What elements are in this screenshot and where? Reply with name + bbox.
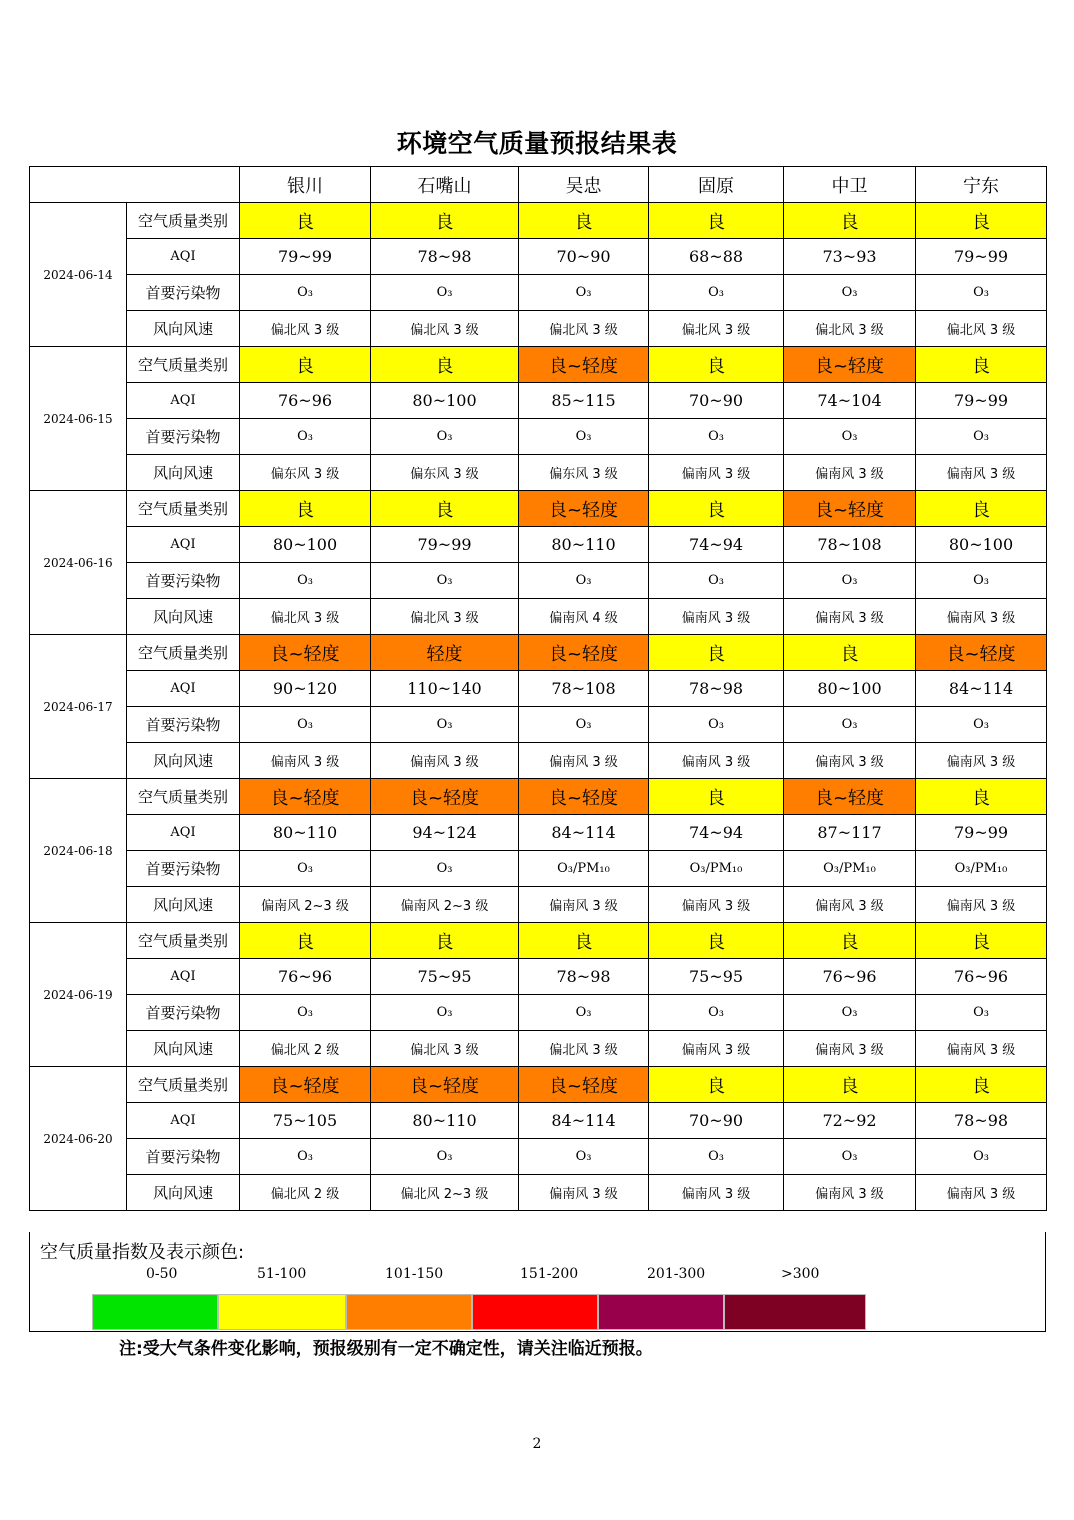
wind-cell: 偏南风 3 级 <box>916 743 1047 779</box>
pollutant-cell: O₃ <box>519 1139 649 1175</box>
wind-cell: 偏北风 3 级 <box>649 311 784 347</box>
category-cell: 良 <box>916 1067 1047 1103</box>
city-header: 银川 <box>240 167 371 203</box>
wind-cell: 偏南风 3 级 <box>519 887 649 923</box>
forecast-row-category <box>30 203 1047 239</box>
wind-cell: 偏南风 3 级 <box>649 599 784 635</box>
pollutant-cell: O₃ <box>916 707 1047 743</box>
row-label-aqi: AQI <box>127 959 240 995</box>
aqi-cell: 76~96 <box>784 959 916 995</box>
category-cell: 良 <box>240 347 371 383</box>
wind-cell: 偏南风 3 级 <box>784 887 916 923</box>
pollutant-cell: O₃ <box>240 851 371 887</box>
forecast-date: 2024-06-18 <box>30 779 127 923</box>
wind-cell: 偏南风 3 级 <box>649 455 784 491</box>
category-cell: 良~轻度 <box>519 779 649 815</box>
wind-cell: 偏南风 3 级 <box>240 743 371 779</box>
forecast-row-pollutant <box>30 419 1047 455</box>
row-label-wind: 风向风速 <box>127 455 240 491</box>
category-cell: 良 <box>649 1067 784 1103</box>
aqi-cell: 80~110 <box>519 527 649 563</box>
category-cell: 良~轻度 <box>519 635 649 671</box>
forecast-row-pollutant <box>30 563 1047 599</box>
aqi-cell: 94~124 <box>371 815 519 851</box>
header-corner-cell <box>30 167 240 203</box>
row-label-pollutant: 首要污染物 <box>127 1139 240 1175</box>
pollutant-cell: O₃ <box>371 1139 519 1175</box>
wind-cell: 偏南风 3 级 <box>916 887 1047 923</box>
wind-cell: 偏南风 3 级 <box>649 1175 784 1211</box>
aqi-cell: 79~99 <box>240 239 371 275</box>
pollutant-cell: O₃ <box>240 707 371 743</box>
category-cell: 良 <box>649 491 784 527</box>
aqi-cell: 80~100 <box>371 383 519 419</box>
row-label-pollutant: 首要污染物 <box>127 419 240 455</box>
category-cell: 良 <box>240 923 371 959</box>
aqi-cell: 90~120 <box>240 671 371 707</box>
forecast-row-aqi <box>30 959 1047 995</box>
pollutant-cell: O₃ <box>371 563 519 599</box>
forecast-row-wind <box>30 599 1047 635</box>
forecast-note: 注:受大气条件变化影响，预报级别有一定不确定性，请关注临近预报。 <box>119 1339 653 1359</box>
pollutant-cell: O₃/PM₁₀ <box>784 851 916 887</box>
legend-swatch-0-50 <box>92 1294 218 1330</box>
pollutant-cell: O₃ <box>649 275 784 311</box>
category-cell: 良 <box>371 347 519 383</box>
wind-cell: 偏东风 3 级 <box>240 455 371 491</box>
aqi-cell: 72~92 <box>784 1103 916 1139</box>
legend-swatch-151-200 <box>472 1294 598 1330</box>
pollutant-cell: O₃ <box>916 275 1047 311</box>
aqi-cell: 74~94 <box>649 527 784 563</box>
aqi-cell: 76~96 <box>240 383 371 419</box>
category-cell: 良 <box>649 635 784 671</box>
wind-cell: 偏北风 3 级 <box>371 599 519 635</box>
category-cell: 良 <box>649 779 784 815</box>
wind-cell: 偏南风 2~3 级 <box>240 887 371 923</box>
wind-cell: 偏南风 4 级 <box>519 599 649 635</box>
pollutant-cell: O₃ <box>916 1139 1047 1175</box>
row-label-aqi: AQI <box>127 815 240 851</box>
row-label-pollutant: 首要污染物 <box>127 995 240 1031</box>
row-label-category: 空气质量类别 <box>127 779 240 815</box>
aqi-cell: 73~93 <box>784 239 916 275</box>
pollutant-cell: O₃ <box>784 275 916 311</box>
row-label-wind: 风向风速 <box>127 311 240 347</box>
row-label-aqi: AQI <box>127 383 240 419</box>
aqi-cell: 79~99 <box>916 815 1047 851</box>
legend-range-label: 51-100 <box>257 1266 307 1282</box>
city-header: 宁东 <box>916 167 1047 203</box>
wind-cell: 偏南风 3 级 <box>784 1175 916 1211</box>
aqi-cell: 80~100 <box>240 527 371 563</box>
category-cell: 良~轻度 <box>784 491 916 527</box>
wind-cell: 偏北风 2 级 <box>240 1031 371 1067</box>
aqi-cell: 80~110 <box>240 815 371 851</box>
wind-cell: 偏南风 3 级 <box>784 455 916 491</box>
aqi-cell: 79~99 <box>916 383 1047 419</box>
forecast-row-category <box>30 779 1047 815</box>
aqi-cell: 85~115 <box>519 383 649 419</box>
pollutant-cell: O₃ <box>784 419 916 455</box>
forecast-row-aqi <box>30 815 1047 851</box>
wind-cell: 偏南风 3 级 <box>916 1175 1047 1211</box>
wind-cell: 偏东风 3 级 <box>519 455 649 491</box>
category-cell: 良 <box>916 923 1047 959</box>
aqi-cell: 70~90 <box>519 239 649 275</box>
forecast-row-category <box>30 635 1047 671</box>
aqi-cell: 79~99 <box>371 527 519 563</box>
wind-cell: 偏南风 3 级 <box>519 743 649 779</box>
pollutant-cell: O₃ <box>784 563 916 599</box>
forecast-row-category <box>30 923 1047 959</box>
row-label-wind: 风向风速 <box>127 1031 240 1067</box>
category-cell: 良 <box>519 203 649 239</box>
forecast-row-category <box>30 491 1047 527</box>
forecast-row-aqi <box>30 239 1047 275</box>
forecast-table <box>29 166 1047 1211</box>
row-label-category: 空气质量类别 <box>127 1067 240 1103</box>
row-label-aqi: AQI <box>127 527 240 563</box>
wind-cell: 偏北风 3 级 <box>916 311 1047 347</box>
category-cell: 良~轻度 <box>240 779 371 815</box>
pollutant-cell: O₃ <box>371 275 519 311</box>
legend-range-label: 0-50 <box>146 1266 178 1282</box>
pollutant-cell: O₃ <box>916 995 1047 1031</box>
category-cell: 良 <box>649 347 784 383</box>
forecast-row-wind <box>30 1031 1047 1067</box>
forecast-date: 2024-06-19 <box>30 923 127 1067</box>
legend-swatch-101-150 <box>346 1294 472 1330</box>
category-cell: 良~轻度 <box>371 779 519 815</box>
city-header: 中卫 <box>784 167 916 203</box>
pollutant-cell: O₃ <box>649 707 784 743</box>
row-label-aqi: AQI <box>127 239 240 275</box>
category-cell: 良~轻度 <box>784 779 916 815</box>
row-label-wind: 风向风速 <box>127 743 240 779</box>
page-title: 环境空气质量预报结果表 <box>396 129 678 158</box>
wind-cell: 偏南风 3 级 <box>784 599 916 635</box>
row-label-category: 空气质量类别 <box>127 203 240 239</box>
row-label-aqi: AQI <box>127 1103 240 1139</box>
forecast-date: 2024-06-15 <box>30 347 127 491</box>
pollutant-cell: O₃ <box>371 851 519 887</box>
pollutant-cell: O₃ <box>371 995 519 1031</box>
pollutant-cell: O₃ <box>916 419 1047 455</box>
row-label-pollutant: 首要污染物 <box>127 275 240 311</box>
legend-range-label: 101-150 <box>385 1266 444 1282</box>
forecast-row-pollutant <box>30 851 1047 887</box>
row-label-pollutant: 首要污染物 <box>127 563 240 599</box>
wind-cell: 偏北风 3 级 <box>371 311 519 347</box>
wind-cell: 偏北风 3 级 <box>784 311 916 347</box>
pollutant-cell: O₃ <box>649 995 784 1031</box>
row-label-wind: 风向风速 <box>127 1175 240 1211</box>
category-cell: 良~轻度 <box>519 491 649 527</box>
aqi-cell: 84~114 <box>916 671 1047 707</box>
pollutant-cell: O₃ <box>649 563 784 599</box>
category-cell: 良 <box>784 1067 916 1103</box>
row-label-pollutant: 首要污染物 <box>127 707 240 743</box>
aqi-cell: 74~94 <box>649 815 784 851</box>
row-label-category: 空气质量类别 <box>127 635 240 671</box>
pollutant-cell: O₃/PM₁₀ <box>649 851 784 887</box>
aqi-cell: 78~98 <box>519 959 649 995</box>
aqi-cell: 110~140 <box>371 671 519 707</box>
pollutant-cell: O₃/PM₁₀ <box>916 851 1047 887</box>
category-cell: 良 <box>240 203 371 239</box>
pollutant-cell: O₃ <box>649 419 784 455</box>
aqi-cell: 80~100 <box>916 527 1047 563</box>
forecast-row-pollutant <box>30 995 1047 1031</box>
category-cell: 良~轻度 <box>916 635 1047 671</box>
wind-cell: 偏南风 3 级 <box>916 455 1047 491</box>
category-cell: 良 <box>784 923 916 959</box>
wind-cell: 偏南风 3 级 <box>649 1031 784 1067</box>
wind-cell: 偏南风 3 级 <box>916 1031 1047 1067</box>
forecast-row-wind <box>30 1175 1047 1211</box>
forecast-date: 2024-06-16 <box>30 491 127 635</box>
aqi-cell: 87~117 <box>784 815 916 851</box>
city-header: 石嘴山 <box>371 167 519 203</box>
pollutant-cell: O₃ <box>519 707 649 743</box>
wind-cell: 偏南风 3 级 <box>784 1031 916 1067</box>
category-cell: 良 <box>240 491 371 527</box>
legend-swatch-51-100 <box>218 1294 346 1330</box>
row-label-wind: 风向风速 <box>127 887 240 923</box>
aqi-cell: 78~108 <box>519 671 649 707</box>
pollutant-cell: O₃ <box>784 1139 916 1175</box>
wind-cell: 偏北风 3 级 <box>240 599 371 635</box>
legend-range-label: >300 <box>781 1266 820 1282</box>
category-cell: 良 <box>784 203 916 239</box>
aqi-cell: 68~88 <box>649 239 784 275</box>
pollutant-cell: O₃ <box>519 419 649 455</box>
wind-cell: 偏北风 3 级 <box>240 311 371 347</box>
pollutant-cell: O₃ <box>240 995 371 1031</box>
pollutant-cell: O₃ <box>649 1139 784 1175</box>
category-cell: 良 <box>649 203 784 239</box>
wind-cell: 偏南风 3 级 <box>519 1175 649 1211</box>
aqi-legend <box>29 1232 1046 1332</box>
aqi-cell: 76~96 <box>240 959 371 995</box>
row-label-category: 空气质量类别 <box>127 923 240 959</box>
forecast-row-wind <box>30 455 1047 491</box>
aqi-cell: 75~95 <box>649 959 784 995</box>
row-label-category: 空气质量类别 <box>127 347 240 383</box>
aqi-cell: 75~105 <box>240 1103 371 1139</box>
category-cell: 良~轻度 <box>371 1067 519 1103</box>
forecast-row-wind <box>30 743 1047 779</box>
aqi-cell: 80~110 <box>371 1103 519 1139</box>
row-label-aqi: AQI <box>127 671 240 707</box>
aqi-cell: 80~100 <box>784 671 916 707</box>
category-cell: 良 <box>784 635 916 671</box>
forecast-row-wind <box>30 311 1047 347</box>
forecast-date: 2024-06-17 <box>30 635 127 779</box>
legend-swatch-201-300 <box>598 1294 724 1330</box>
aqi-cell: 70~90 <box>649 1103 784 1139</box>
pollutant-cell: O₃ <box>784 995 916 1031</box>
forecast-row-aqi <box>30 1103 1047 1139</box>
pollutant-cell: O₃ <box>240 419 371 455</box>
category-cell: 良~轻度 <box>240 635 371 671</box>
aqi-cell: 76~96 <box>916 959 1047 995</box>
forecast-date: 2024-06-14 <box>30 203 127 347</box>
page-number: 2 <box>532 1436 542 1452</box>
pollutant-cell: O₃ <box>784 707 916 743</box>
pollutant-cell: O₃ <box>371 707 519 743</box>
category-cell: 轻度 <box>371 635 519 671</box>
wind-cell: 偏南风 3 级 <box>371 743 519 779</box>
category-cell: 良 <box>916 347 1047 383</box>
legend-title: 空气质量指数及表示颜色: <box>40 1242 245 1263</box>
wind-cell: 偏北风 2~3 级 <box>371 1175 519 1211</box>
category-cell: 良~轻度 <box>240 1067 371 1103</box>
forecast-row-aqi <box>30 671 1047 707</box>
category-cell: 良 <box>916 203 1047 239</box>
pollutant-cell: O₃ <box>240 563 371 599</box>
aqi-cell: 75~95 <box>371 959 519 995</box>
aqi-cell: 70~90 <box>649 383 784 419</box>
pollutant-cell: O₃/PM₁₀ <box>519 851 649 887</box>
category-cell: 良~轻度 <box>519 1067 649 1103</box>
wind-cell: 偏北风 3 级 <box>371 1031 519 1067</box>
aqi-cell: 84~114 <box>519 815 649 851</box>
pollutant-cell: O₃ <box>240 275 371 311</box>
category-cell: 良 <box>371 203 519 239</box>
forecast-row-aqi <box>30 383 1047 419</box>
wind-cell: 偏东风 3 级 <box>371 455 519 491</box>
aqi-cell: 74~104 <box>784 383 916 419</box>
row-label-category: 空气质量类别 <box>127 491 240 527</box>
category-cell: 良~轻度 <box>784 347 916 383</box>
legend-range-label: 201-300 <box>647 1266 706 1282</box>
aqi-cell: 78~108 <box>784 527 916 563</box>
header-row <box>30 167 1047 203</box>
category-cell: 良 <box>649 923 784 959</box>
row-label-wind: 风向风速 <box>127 599 240 635</box>
aqi-cell: 78~98 <box>916 1103 1047 1139</box>
forecast-row-category <box>30 347 1047 383</box>
forecast-row-category <box>30 1067 1047 1103</box>
city-header: 吴忠 <box>519 167 649 203</box>
aqi-cell: 79~99 <box>916 239 1047 275</box>
wind-cell: 偏南风 3 级 <box>649 743 784 779</box>
category-cell: 良 <box>519 923 649 959</box>
forecast-row-wind <box>30 887 1047 923</box>
aqi-cell: 84~114 <box>519 1103 649 1139</box>
wind-cell: 偏南风 3 级 <box>784 743 916 779</box>
row-label-pollutant: 首要污染物 <box>127 851 240 887</box>
forecast-row-pollutant <box>30 275 1047 311</box>
pollutant-cell: O₃ <box>916 563 1047 599</box>
forecast-row-pollutant <box>30 707 1047 743</box>
category-cell: 良 <box>916 779 1047 815</box>
category-cell: 良 <box>371 491 519 527</box>
wind-cell: 偏北风 3 级 <box>519 1031 649 1067</box>
forecast-row-aqi <box>30 527 1047 563</box>
pollutant-cell: O₃ <box>371 419 519 455</box>
pollutant-cell: O₃ <box>519 563 649 599</box>
pollutant-cell: O₃ <box>519 275 649 311</box>
wind-cell: 偏南风 3 级 <box>916 599 1047 635</box>
wind-cell: 偏北风 3 级 <box>519 311 649 347</box>
category-cell: 良~轻度 <box>519 347 649 383</box>
wind-cell: 偏南风 2~3 级 <box>371 887 519 923</box>
aqi-cell: 78~98 <box>371 239 519 275</box>
pollutant-cell: O₃ <box>240 1139 371 1175</box>
city-header: 固原 <box>649 167 784 203</box>
forecast-date: 2024-06-20 <box>30 1067 127 1211</box>
wind-cell: 偏北风 2 级 <box>240 1175 371 1211</box>
pollutant-cell: O₃ <box>519 995 649 1031</box>
legend-swatch-over-300 <box>724 1294 866 1330</box>
category-cell: 良 <box>916 491 1047 527</box>
aqi-cell: 78~98 <box>649 671 784 707</box>
legend-range-label: 151-200 <box>520 1266 579 1282</box>
forecast-row-pollutant <box>30 1139 1047 1175</box>
wind-cell: 偏南风 3 级 <box>649 887 784 923</box>
category-cell: 良 <box>371 923 519 959</box>
